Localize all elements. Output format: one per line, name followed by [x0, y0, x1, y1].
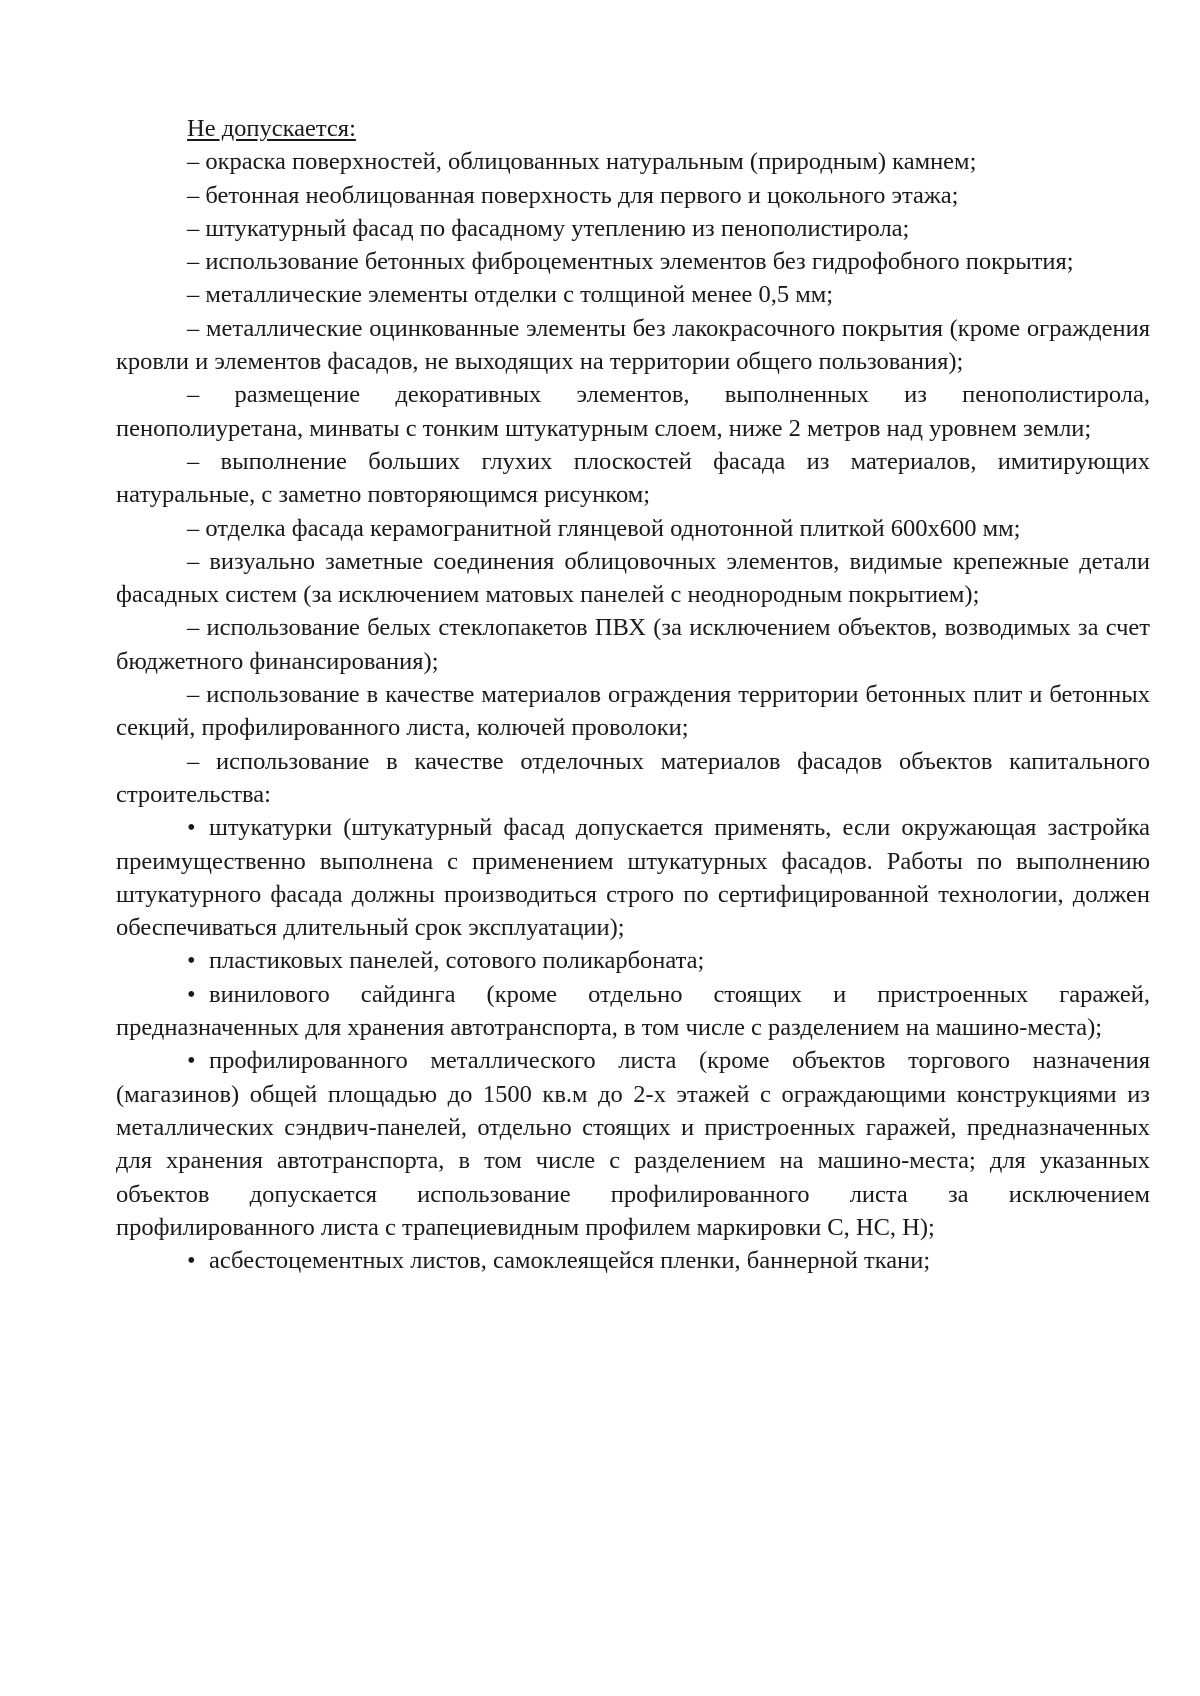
bullet-icon: •: [187, 947, 196, 975]
bullet-icon: •: [187, 1247, 196, 1275]
bullet-text: штукатурки (штукатурный фасад допускается применять, если окружающая застройка преимущественно выполнена с применением штукатурных фасадов. Работы по выполнению штукатурного фасада должны производиться строго по сертифицированной технологии, должен обеспечиваться длительный срок эксплуатации);: [116, 814, 1150, 942]
dash-item-1: – окраска поверхностей, облицованных натуральным (природным) камнем;: [187, 148, 977, 176]
document-body: [116, 112, 1150, 1277]
bullet-icon: •: [187, 814, 196, 842]
bullet-item-2: [116, 944, 1150, 977]
bullet-item-1: [116, 811, 1150, 944]
dash-item-4: – использование бетонных фиброцементных элементов без гидрофобного покрытия;: [187, 248, 1074, 276]
dash-item-8: – выполнение больших глухих плоскостей фасада из материалов, имитирующих натуральные, с заметно повторяющимся рисунком;: [116, 447, 1150, 509]
dash-item-13: – использование в качестве отделочных материалов фасадов объектов капитального строительства:: [116, 747, 1150, 808]
dash-item-10: – визуально заметные соединения облицовочных элементов, видимые крепежные детали фасадных систем (за исключением матовых панелей с неоднородным покрытием);: [116, 547, 1150, 609]
dash-item-11: – использование белых стеклопакетов ПВХ (за исключением объектов, возводимых за счет бюджетного финансирования);: [116, 614, 1150, 675]
bullet-icon: •: [187, 1047, 196, 1075]
dash-item-6: – металлические оцинкованные элементы без лакокрасочного покрытия (кроме ограждения кровли и элементов фасадов, не выходящих на территории общего пользования);: [116, 314, 1150, 376]
dash-item-7: – размещение декоративных элементов, выполненных из пенополистирола, пенополиуретана, минваты с тонким штукатурным слоем, ниже 2 метров над уровнем земли;: [116, 381, 1150, 442]
bullet-item-5: [116, 1244, 1150, 1277]
heading-text: Не допускается:: [187, 115, 356, 142]
bullet-text: винилового сайдинга (кроме отдельно стоящих и пристроенных гаражей, предназначенных для хранения автотранспорта, в том числе с разделением на машино-места);: [116, 980, 1150, 1042]
section-heading: [116, 112, 1150, 145]
bullet-item-3: [116, 978, 1150, 1045]
dash-item-3: – штукатурный фасад по фасадному утеплению из пенополистирола;: [187, 214, 910, 242]
dash-item-12: – использование в качестве материалов ограждения территории бетонных плит и бетонных секций, профилированного листа, колючей проволоки;: [116, 681, 1150, 742]
dash-item-9: – отделка фасада керамогранитной глянцевой однотонной плиткой 600х600 мм;: [187, 514, 1021, 542]
bullet-icon: •: [187, 980, 196, 1008]
bullet-item-4: [116, 1044, 1150, 1244]
dash-item-5: – металлические элементы отделки с толщиной менее 0,5 мм;: [187, 281, 834, 309]
bullet-text: пластиковых панелей, сотового поликарбоната;: [209, 947, 705, 975]
bullet-text: асбестоцементных листов, самоклеящейся пленки, баннерной ткани;: [209, 1247, 931, 1275]
dash-item-2: – бетонная необлицованная поверхность для первого и цокольного этажа;: [187, 181, 959, 209]
bullet-text: профилированного металлического листа (кроме объектов торгового назначения (магазинов) общей площадью до 1500 кв.м до 2-х этажей с ограждающими конструкциями из металлических сэндвич-панелей, отдельно стоящих и пристроенных гаражей, предназначенных для хранения автотранспорта, в том числе с разделением на машино-места; для указанных объектов допускается использование профилированного листа за исключением профилированного листа с трапециевидным профилем маркировки С, НС, Н);: [116, 1047, 1150, 1241]
